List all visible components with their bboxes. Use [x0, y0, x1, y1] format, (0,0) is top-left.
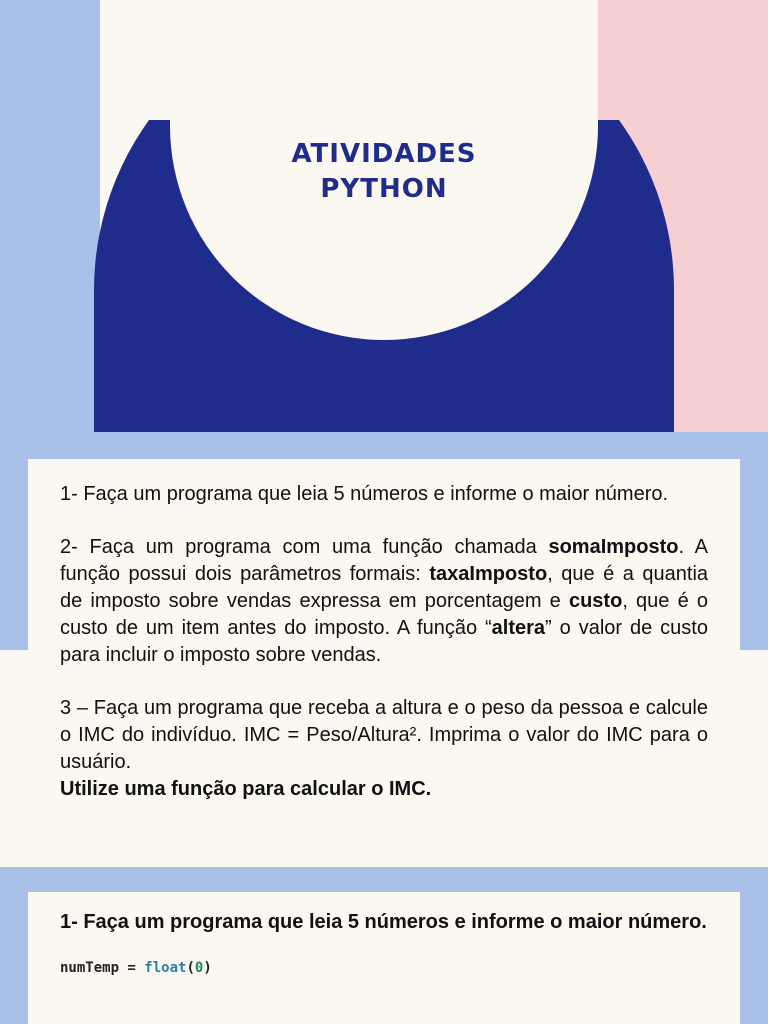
exercise-3-text: 3 – Faça um programa que receba a altura e o peso da pessoa e calcule o IMC do indivíduo. IMC = Peso/Altura². Imprima o valor do IMC para o usuário. [60, 697, 708, 773]
exercise-1-text: 1- Faça um programa que leia 5 números e informe o maior número. [60, 483, 669, 505]
exercise-2-part-3: , que é a quantia de imposto sobre vendas expressa em porcentagem e [60, 563, 709, 612]
code-paren-close: ) [203, 960, 212, 976]
code-variable: numTemp = [60, 960, 145, 976]
function-name-somaimposto: somaImposto [548, 536, 679, 558]
exercise-2-part-5: ” o valor de custo para incluir o imposto sobre vendas. [60, 617, 708, 666]
spacer [60, 508, 708, 534]
exercise-3-emphasis: Utilize uma função para calcular o IMC. [60, 778, 432, 800]
page-title [170, 137, 598, 207]
exercise-2-part-1: 2- Faça um programa com uma função chamada [60, 536, 549, 558]
title-line-1: ATIVIDADES [291, 139, 477, 169]
exercise-2-text [60, 534, 708, 669]
code-paren-open: ( [186, 960, 195, 976]
solution-heading: 1- Faça um programa que leia 5 números e informe o maior número. [60, 911, 707, 933]
exercise-2-part-4: , que é o custo de um item antes do imposto. A função “ [60, 590, 708, 639]
param-custo: custo [568, 590, 623, 612]
exercise-2-part-2: . A função possui dois parâmetros formais: [60, 536, 709, 585]
word-altera: altera [491, 617, 546, 639]
solution-card [28, 892, 740, 1024]
spacer [60, 669, 708, 695]
code-snippet [60, 960, 708, 976]
cream-top-shape [170, 0, 598, 126]
title-line-2: PYTHON [320, 174, 448, 204]
code-number: 0 [194, 960, 204, 976]
code-function: float [144, 960, 187, 976]
exercises-card [28, 459, 740, 867]
param-taxaimposto: taxaImposto [429, 563, 548, 585]
